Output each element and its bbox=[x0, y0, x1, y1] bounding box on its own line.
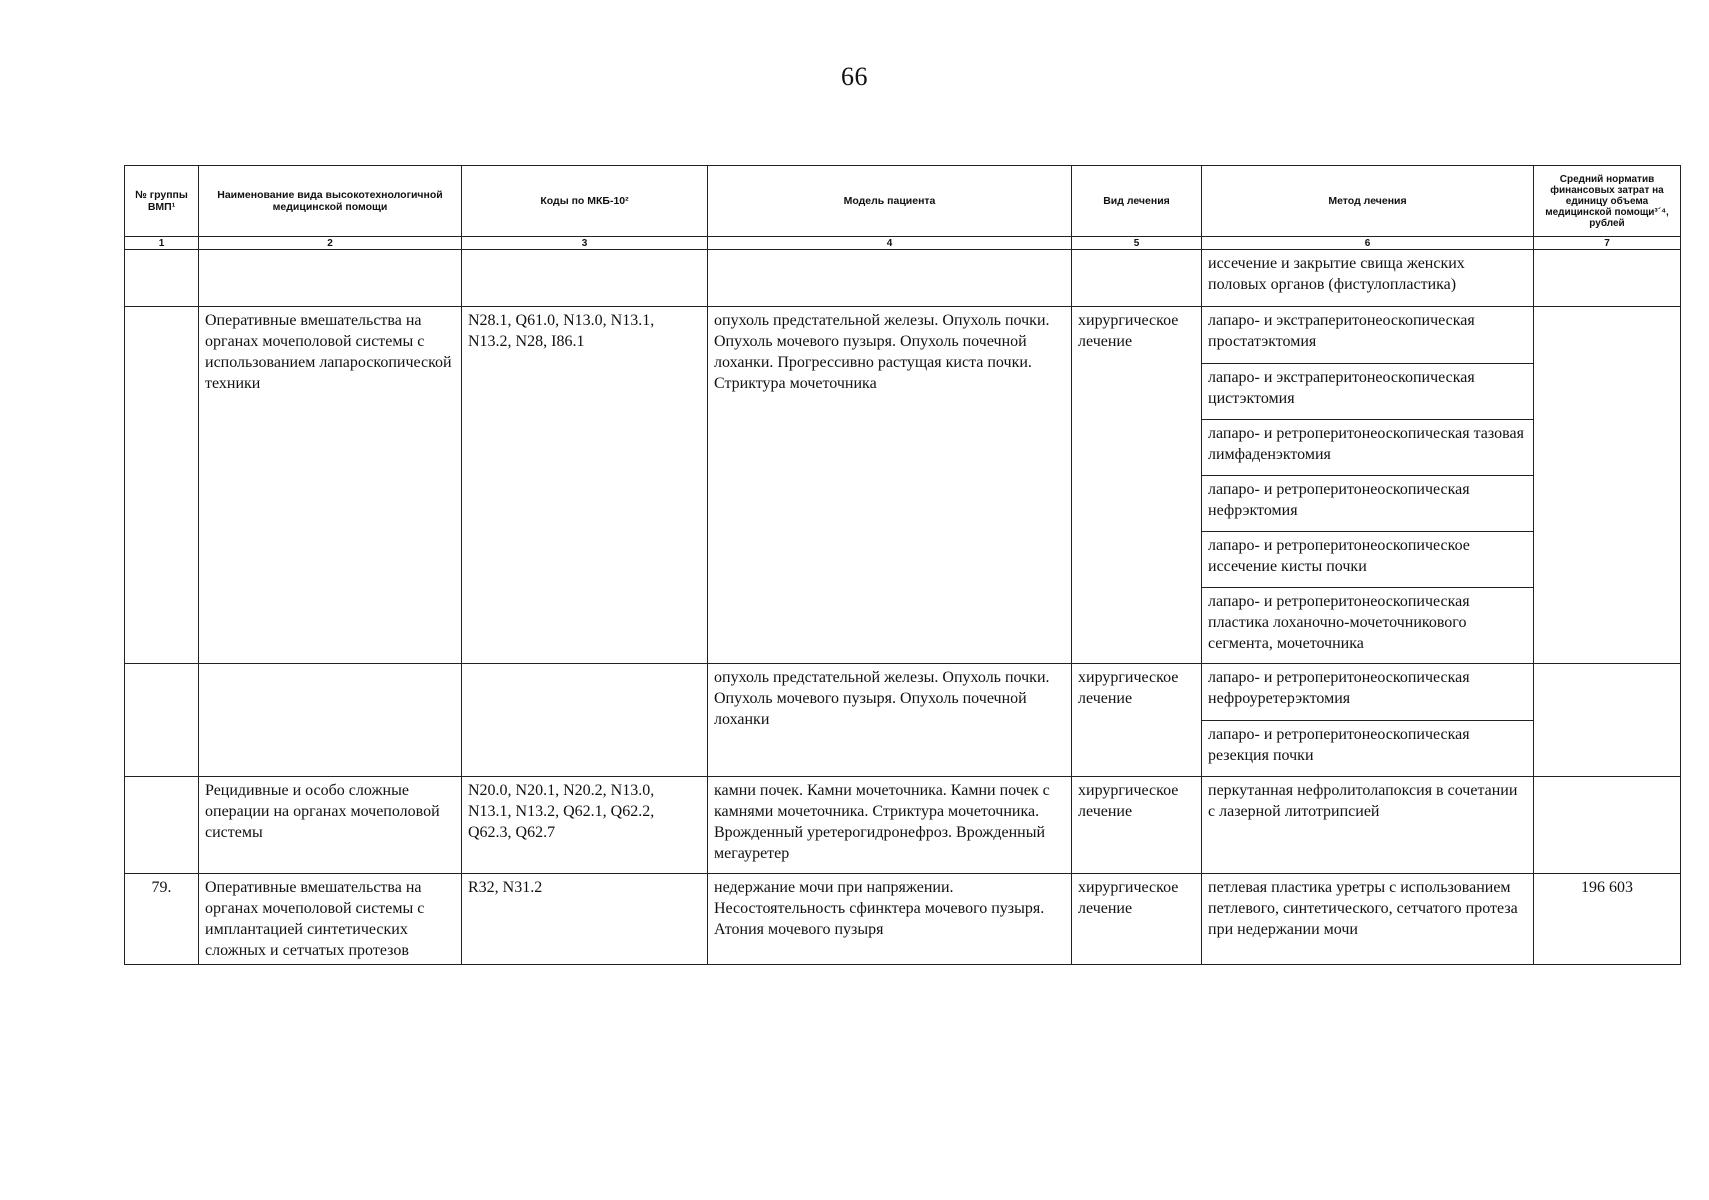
method-item: лапаро- и ретроперитонеоскопическая нефроуретерэктомия bbox=[1208, 669, 1470, 707]
cell-name bbox=[199, 250, 462, 307]
column-number-row bbox=[125, 237, 1681, 250]
cell-group bbox=[125, 664, 199, 777]
cell-cost bbox=[1534, 777, 1681, 874]
table-row bbox=[125, 664, 1681, 777]
cell-group bbox=[125, 307, 199, 664]
cell-methods bbox=[1202, 777, 1534, 874]
cell-codes: R32, N31.2 bbox=[462, 874, 708, 965]
cell-group: 79. bbox=[125, 874, 199, 965]
method-item: лапаро- и ретроперитонеоскопическая резекция почки bbox=[1202, 720, 1533, 776]
header-method: Метод лечения bbox=[1202, 166, 1534, 237]
cell-model: опухоль предстательной железы. Опухоль почки. Опухоль мочевого пузыря. Опухоль почечной лоханки. Прогрессивно растущая киста почки. Стриктура мочеточника bbox=[708, 307, 1072, 664]
table-row bbox=[125, 777, 1681, 874]
method-item: лапаро- и экстраперитонеоскопическая цистэктомия bbox=[1202, 363, 1533, 419]
cell-codes: N20.0, N20.1, N20.2, N13.0, N13.1, N13.2, Q62.1, Q62.2, Q62.3, Q62.7 bbox=[462, 777, 708, 874]
column-number: 7 bbox=[1534, 237, 1681, 250]
method-item: лапаро- и экстраперитонеоскопическая простатэктомия bbox=[1208, 312, 1475, 350]
cell-codes: N28.1, Q61.0, N13.0, N13.1, N13.2, N28, I86.1 bbox=[462, 307, 708, 664]
table-row bbox=[125, 874, 1681, 965]
cell-treatment: хирургическое лечение bbox=[1072, 307, 1202, 664]
cell-methods bbox=[1202, 307, 1534, 664]
cell-treatment bbox=[1072, 250, 1202, 307]
cell-treatment: хирургическое лечение bbox=[1072, 777, 1202, 874]
cell-name bbox=[199, 664, 462, 777]
page-number: 66 bbox=[841, 62, 868, 91]
cell-methods bbox=[1202, 250, 1534, 307]
method-item: иссечение и закрытие свища женских половых органов (фистулопластика) bbox=[1208, 255, 1465, 293]
cell-treatment: хирургическое лечение bbox=[1072, 664, 1202, 777]
cell-cost bbox=[1534, 664, 1681, 777]
cell-model: камни почек. Камни мочеточника. Камни почек с камнями мочеточника. Стриктура мочеточника. Врожденный уретерогидронефроз. Врожденный мегауретер bbox=[708, 777, 1072, 874]
cell-name: Рецидивные и особо сложные операции на органах мочеполовой системы bbox=[199, 777, 462, 874]
header-name: Наименование вида высокотехнологичной медицинской помощи bbox=[199, 166, 462, 237]
header-codes: Коды по МКБ-10² bbox=[462, 166, 708, 237]
cell-cost: 196 603 bbox=[1534, 874, 1681, 965]
cell-model: опухоль предстательной железы. Опухоль почки. Опухоль мочевого пузыря. Опухоль почечной лоханки bbox=[708, 664, 1072, 777]
method-item: лапаро- и ретроперитонеоскопическая нефрэктомия bbox=[1202, 475, 1533, 531]
cell-methods bbox=[1202, 664, 1534, 777]
cell-model bbox=[708, 250, 1072, 307]
table-row bbox=[125, 250, 1681, 307]
cell-treatment: хирургическое лечение bbox=[1072, 874, 1202, 965]
column-number: 2 bbox=[199, 237, 462, 250]
cell-cost bbox=[1534, 250, 1681, 307]
cell-methods bbox=[1202, 874, 1534, 965]
cell-name: Оперативные вмешательства на органах мочеполовой системы с имплантацией синтетических сложных и сетчатых протезов bbox=[199, 874, 462, 965]
column-number: 5 bbox=[1072, 237, 1202, 250]
column-number: 3 bbox=[462, 237, 708, 250]
header-row bbox=[125, 166, 1681, 237]
cell-codes bbox=[462, 664, 708, 777]
method-item: лапаро- и ретроперитонеоскопическая пластика лоханочно-мочеточникового сегмента, мочеточника bbox=[1202, 587, 1533, 663]
vmp-table bbox=[124, 165, 1681, 965]
cell-cost bbox=[1534, 307, 1681, 664]
method-item: перкутанная нефролитолапоксия в сочетании с лазерной литотрипсией bbox=[1208, 782, 1518, 820]
column-number: 1 bbox=[125, 237, 199, 250]
header-treatment: Вид лечения bbox=[1072, 166, 1202, 237]
cell-name: Оперативные вмешательства на органах мочеполовой системы с использованием лапароскопической техники bbox=[199, 307, 462, 664]
table-row bbox=[125, 307, 1681, 664]
method-item: лапаро- и ретроперитонеоскопическое иссечение кисты почки bbox=[1202, 531, 1533, 587]
column-number: 4 bbox=[708, 237, 1072, 250]
column-number: 6 bbox=[1202, 237, 1534, 250]
cell-model: недержание мочи при напряжении. Несостоятельность сфинктера мочевого пузыря. Атония мочевого пузыря bbox=[708, 874, 1072, 965]
header-group: № группы ВМП¹ bbox=[125, 166, 199, 237]
cell-group bbox=[125, 250, 199, 307]
cell-codes bbox=[462, 250, 708, 307]
method-item: петлевая пластика уретры с использованием петлевого, синтетического, сетчатого протеза при недержании мочи bbox=[1208, 879, 1518, 938]
header-model: Модель пациента bbox=[708, 166, 1072, 237]
header-cost: Средний норматив финансовых затрат на единицу объема медицинской помощи³´⁴, рублей bbox=[1534, 166, 1681, 237]
method-item: лапаро- и ретроперитонеоскопическая тазовая лимфаденэктомия bbox=[1202, 419, 1533, 475]
cell-group bbox=[125, 777, 199, 874]
